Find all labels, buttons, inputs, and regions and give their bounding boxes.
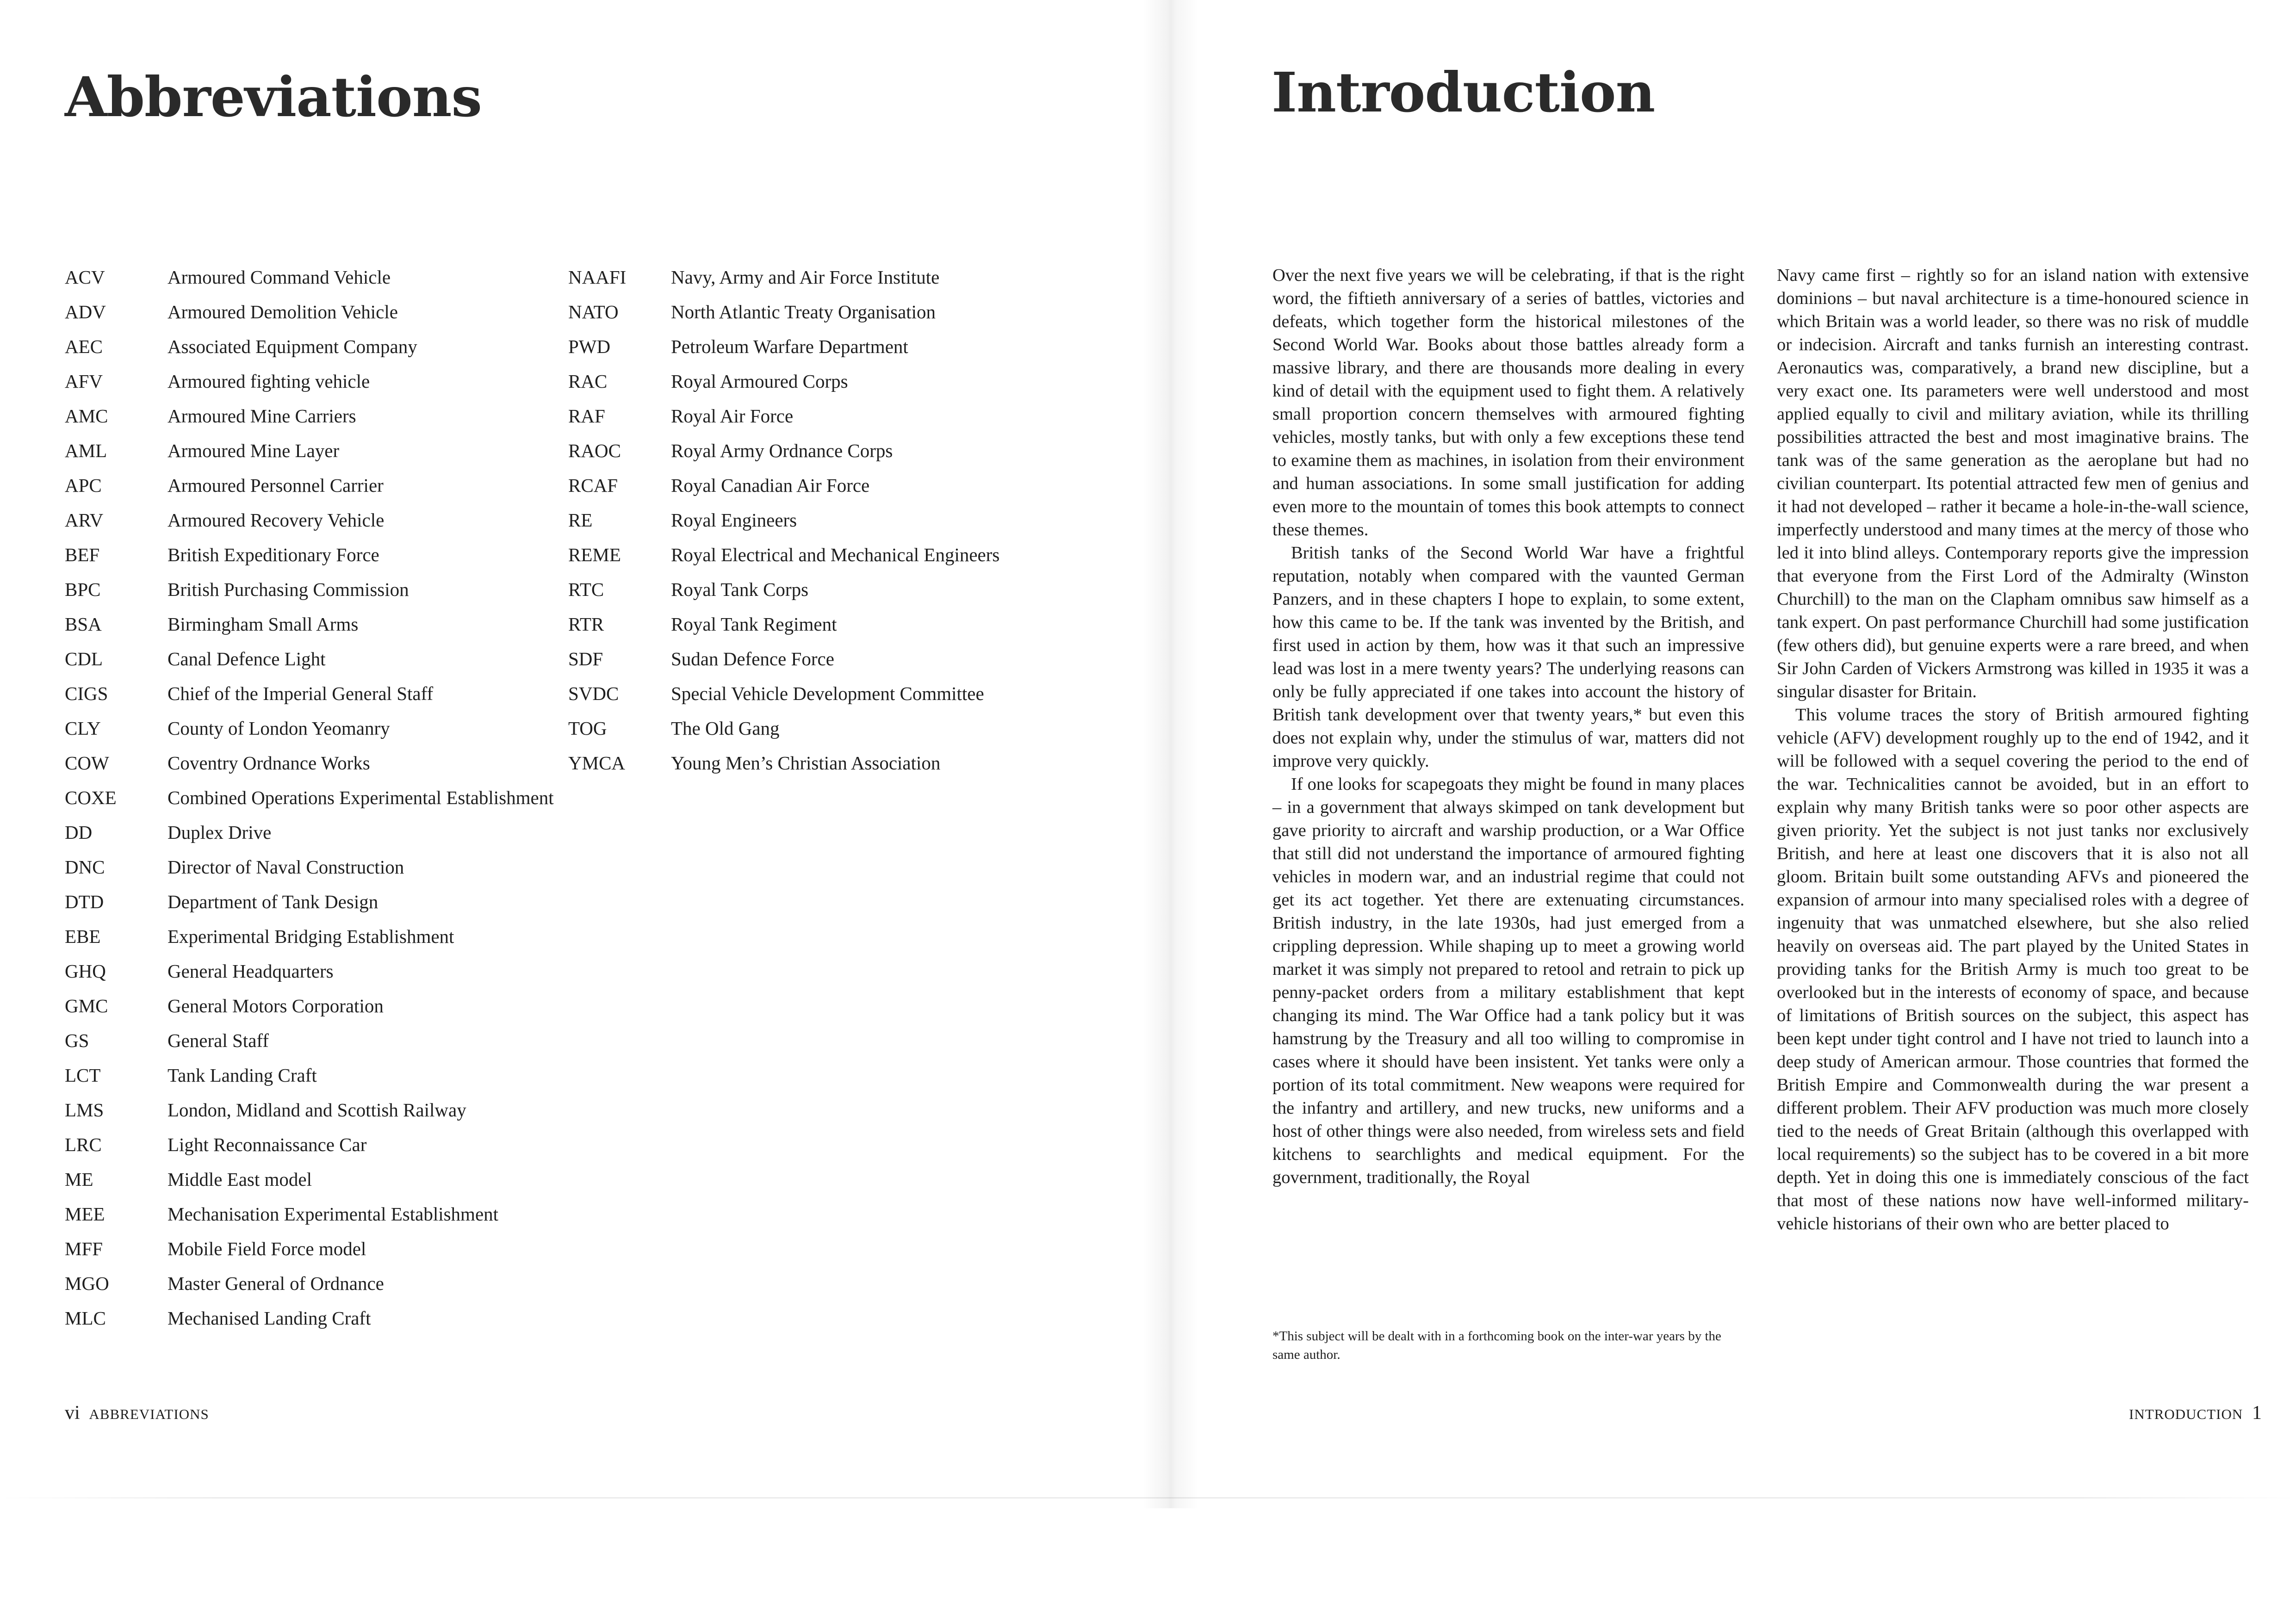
abbreviation-definition: Master General of Ordnance (168, 1273, 384, 1294)
abbreviation-code: COXE (65, 787, 117, 808)
abbreviation-definition: Mobile Field Force model (168, 1238, 366, 1259)
abbreviation-code: CIGS (65, 683, 108, 704)
abbreviation-definition: Royal Armoured Corps (671, 371, 848, 392)
abbreviation-definition: County of London Yeomanry (168, 718, 390, 739)
abbreviation-code: DNC (65, 856, 105, 878)
abbreviation-definition: Canal Defence Light (168, 648, 326, 669)
abbreviation-entry (568, 476, 1100, 496)
abbreviation-code: CLY (65, 718, 101, 739)
abbreviation-code: MEE (65, 1203, 105, 1225)
abbreviation-entry (65, 510, 565, 530)
abbreviation-entry (65, 1204, 565, 1224)
abbreviation-definition: Special Vehicle Development Committee (671, 683, 984, 704)
abbreviation-entry (65, 1065, 565, 1085)
abbreviation-code: COW (65, 752, 109, 774)
abbreviation-definition: London, Midland and Scottish Railway (168, 1099, 466, 1121)
abbreviation-code: ARV (65, 509, 104, 531)
abbreviation-code: PWD (568, 336, 611, 357)
abbreviation-definition: Royal Canadian Air Force (671, 475, 870, 496)
running-head: INTRODUCTION (2129, 1406, 2243, 1422)
abbreviation-definition: Birmingham Small Arms (168, 613, 359, 635)
abbreviation-code: RAC (568, 371, 608, 392)
abbreviation-entry (65, 788, 565, 808)
abbreviation-list-column-1 (65, 267, 565, 1343)
page-number: 1 (2252, 1402, 2262, 1424)
abbreviation-entry (65, 1135, 565, 1155)
abbreviation-entry (65, 476, 565, 496)
abbreviation-entry (65, 927, 565, 947)
page-title-abbreviations: Abbreviations (65, 65, 482, 129)
abbreviation-entry (568, 441, 1100, 461)
abbreviation-entry (65, 580, 565, 600)
abbreviation-code: SVDC (568, 683, 619, 704)
abbreviation-entry (65, 302, 565, 322)
abbreviation-code: AML (65, 440, 107, 461)
abbreviation-code: RAOC (568, 440, 621, 461)
abbreviation-definition: Mechanised Landing Craft (168, 1307, 371, 1329)
abbreviation-entry (568, 302, 1100, 322)
abbreviation-definition: Department of Tank Design (168, 891, 379, 912)
abbreviation-code: BSA (65, 613, 102, 635)
abbreviation-definition: Royal Air Force (671, 405, 794, 427)
abbreviation-code: RTC (568, 579, 604, 600)
abbreviation-code: SDF (568, 648, 603, 669)
abbreviation-entry (65, 372, 565, 391)
abbreviation-code: TOG (568, 718, 607, 739)
abbreviation-entry (65, 545, 565, 565)
intro-paragraph: British tanks of the Second World War have a frightful reputation, notably when compared with the vaunted German Panzers, and in these chapters I hope to explain, to some extent, how this came to be. If the tank was invented by the British, and first used in action by them, how was it that such an impressive lead was lost in a mere twenty years? The underlying reasons can only be fully appreciated if one takes into account the history of British tank development over that twenty years,* but even this does not explain why, under the stimulus of war, matters did not improve very quickly. (1272, 543, 1744, 771)
abbreviation-entry (65, 961, 565, 981)
abbreviation-definition: Armoured Mine Layer (168, 440, 340, 461)
abbreviation-entry (65, 823, 565, 842)
abbreviation-definition: Armoured Mine Carriers (168, 405, 356, 427)
abbreviation-entry (65, 267, 565, 287)
page-number: vi (65, 1402, 80, 1424)
abbreviation-definition: Combined Operations Experimental Establishment (168, 787, 554, 808)
running-head: ABBREVIATIONS (89, 1406, 209, 1422)
abbreviation-definition: Royal Tank Corps (671, 579, 809, 600)
abbreviation-definition: Royal Engineers (671, 509, 797, 531)
abbreviation-entry (568, 614, 1100, 634)
right-page-introduction (1157, 0, 2296, 1623)
abbreviation-entry (568, 719, 1100, 738)
abbreviation-definition: Experimental Bridging Establishment (168, 926, 454, 947)
abbreviation-entry (568, 649, 1100, 669)
page-folio-left (65, 1402, 215, 1424)
abbreviation-code: DTD (65, 891, 104, 912)
abbreviation-definition: Young Men’s Christian Association (671, 752, 941, 774)
abbreviation-entry (65, 857, 565, 877)
intro-text-column-1 (1272, 264, 1744, 1189)
book-gutter (1143, 0, 1198, 1508)
page-title-introduction: Introduction (1272, 60, 1655, 124)
abbreviation-code: ACV (65, 266, 105, 288)
abbreviation-definition: British Purchasing Commission (168, 579, 409, 600)
abbreviation-code: MLC (65, 1307, 106, 1329)
footnote: *This subject will be dealt with in a forthcoming book on the inter-war years by the same author. (1272, 1329, 1721, 1362)
abbreviation-definition: General Motors Corporation (168, 995, 384, 1016)
abbreviation-code: AFV (65, 371, 103, 392)
abbreviation-definition: Mechanisation Experimental Establishment (168, 1203, 499, 1225)
abbreviation-definition: Associated Equipment Company (168, 336, 417, 357)
abbreviation-code: RE (568, 509, 593, 531)
abbreviation-definition: Navy, Army and Air Force Institute (671, 266, 940, 288)
abbreviation-definition: Petroleum Warfare Department (671, 336, 908, 357)
abbreviation-code: REME (568, 544, 621, 565)
abbreviation-definition: Tank Landing Craft (168, 1065, 317, 1086)
intro-text-column-2 (1777, 264, 2249, 1235)
abbreviation-entry (65, 1274, 565, 1294)
abbreviation-entry (65, 441, 565, 461)
abbreviation-definition: Sudan Defence Force (671, 648, 834, 669)
abbreviation-code: BEF (65, 544, 100, 565)
abbreviation-entry (568, 684, 1100, 704)
abbreviation-definition: Chief of the Imperial General Staff (168, 683, 434, 704)
abbreviation-entry (568, 267, 1100, 287)
abbreviation-code: GS (65, 1030, 89, 1051)
abbreviation-list-column-2 (568, 267, 1100, 788)
abbreviation-code: ME (65, 1169, 93, 1190)
abbreviation-code: GHQ (65, 960, 106, 982)
abbreviation-entry (65, 719, 565, 738)
abbreviation-definition: Coventry Ordnance Works (168, 752, 370, 774)
abbreviation-code: NATO (568, 301, 619, 322)
abbreviation-definition: Light Reconnaissance Car (168, 1134, 367, 1155)
abbreviation-entry (65, 1239, 565, 1259)
abbreviation-entry (65, 1170, 565, 1189)
abbreviation-entry (65, 892, 565, 912)
intro-paragraph: Over the next five years we will be celebrating, if that is the right word, the fiftieth anniversary of a series of battles, victories and defeats, which together form the historical milestones of the Second World War. Books about those battles already form a massive library, and there are thousands more dealing in every kind of detail with the equipment used to fight them. A relatively small proportion concern themselves with armoured fighting vehicles, mostly tanks, but with only a few exceptions these tend to examine them as machines, in isolation from their environment and human associations. In some small justification for adding even more to the mountain of tomes this book attempts to connect these themes. (1272, 266, 1744, 539)
abbreviation-code: BPC (65, 579, 101, 600)
abbreviation-definition: British Expeditionary Force (168, 544, 379, 565)
abbreviation-entry (65, 684, 565, 704)
abbreviation-code: LRC (65, 1134, 102, 1155)
abbreviation-entry (568, 406, 1100, 426)
abbreviation-code: LCT (65, 1065, 101, 1086)
abbreviation-code: EBE (65, 926, 101, 947)
abbreviation-code: DD (65, 822, 93, 843)
abbreviation-code: RCAF (568, 475, 618, 496)
abbreviation-definition: North Atlantic Treaty Organisation (671, 301, 936, 322)
abbreviation-code: AMC (65, 405, 108, 427)
abbreviation-code: MGO (65, 1273, 109, 1294)
abbreviation-code: RTR (568, 613, 604, 635)
intro-paragraph: This volume traces the story of British armoured fighting vehicle (AFV) development roughly up to the end of 1942, and it will be followed with a sequel covering the period to the end of the war. Technicalities cannot be avoided, but in an effort to explain why many British tanks were so poor other aspects are given priority. Yet the subject is not just tanks nor exclusively British, and here at least one discovers that it is also not all gloom. Britain built some outstanding AFVs and pioneered the expansion of armour into many specialised roles with a degree of ingenuity that was unmatched elsewhere, but she also relied heavily on overseas aid. The part played by the United States in providing tanks for the British Army is much too great to be overlooked but in the interests of economy of space, and because of limitations of British sources on the subject, this aspect has been kept under tight control and I have not tried to launch into a deep study of American armour. Those countries that formed the British Empire and Commonwealth during the war present a different problem. Their AFV production was much more closely tied to the needs of Great Britain (although this overlapped with local requirements) so the subject has to be covered in a bit more depth. Yet in doing this one is immediately conscious of the fact that most of these nations now have well-informed military-vehicle historians of their own who are better placed to (1777, 705, 2249, 1233)
abbreviation-code: CDL (65, 648, 103, 669)
abbreviation-entry (568, 372, 1100, 391)
abbreviation-definition: Armoured Command Vehicle (168, 266, 391, 288)
abbreviation-definition: The Old Gang (671, 718, 780, 739)
page-bottom-edge (0, 1497, 2296, 1499)
abbreviation-entry (65, 1031, 565, 1051)
abbreviation-definition: Armoured Demolition Vehicle (168, 301, 398, 322)
abbreviation-definition: General Staff (168, 1030, 269, 1051)
abbreviation-definition: Middle East model (168, 1169, 312, 1190)
abbreviation-definition: Royal Tank Regiment (671, 613, 837, 635)
abbreviation-definition: Director of Naval Construction (168, 856, 404, 878)
abbreviation-entry (65, 337, 565, 357)
page-folio-right (2123, 1402, 2262, 1424)
abbreviation-entry (568, 510, 1100, 530)
abbreviation-entry (65, 1100, 565, 1120)
abbreviation-entry (568, 753, 1100, 773)
abbreviation-code: MFF (65, 1238, 103, 1259)
intro-paragraph: Navy came first – rightly so for an island nation with extensive dominions – but naval architecture is a time-honoured science in which Britain was a world leader, so there was no risk of muddle or indecision. Aircraft and tanks furnish an interesting contrast. Aeronautics was, comparatively, a brand new discipline, but a very exact one. Its parameters were well understood and most applied equally to civil and military aviation, while its thrilling possibilities attracted the best and most imaginative brains. The tank was of the same generation as the aeroplane but had no civilian counterpart. Its potential attracted few men of genius and it had not developed – rather it became a hole-in-the-wall science, imperfectly understood and many times at the mercy of those who led it into blind alleys. Contemporary reports give the impression that everyone from the First Lord of the Admiralty (Winston Churchill) to the man on the Clapham omnibus saw himself as a tank expert. On past performance Churchill had some justification (few others did), but genuine experts were a rare breed, and when Sir John Carden of Vickers Armstrong was killed in 1935 it was a singular disaster for Britain. (1777, 266, 2249, 701)
abbreviation-entry (65, 614, 565, 634)
abbreviation-entry (65, 1308, 565, 1328)
abbreviation-code: AEC (65, 336, 103, 357)
abbreviation-definition: Armoured Recovery Vehicle (168, 509, 385, 531)
abbreviation-code: RAF (568, 405, 605, 427)
abbreviation-code: YMCA (568, 752, 626, 774)
abbreviation-definition: Armoured fighting vehicle (168, 371, 370, 392)
abbreviation-entry (568, 337, 1100, 357)
abbreviation-definition: Royal Army Ordnance Corps (671, 440, 893, 461)
abbreviation-entry (568, 580, 1100, 600)
abbreviation-code: NAAFI (568, 266, 627, 288)
abbreviation-definition: Royal Electrical and Mechanical Engineers (671, 544, 1000, 565)
abbreviation-entry (65, 753, 565, 773)
abbreviation-code: GMC (65, 995, 108, 1016)
abbreviation-code: APC (65, 475, 102, 496)
abbreviation-entry (65, 406, 565, 426)
abbreviation-definition: Armoured Personnel Carrier (168, 475, 384, 496)
abbreviation-entry (65, 649, 565, 669)
intro-paragraph: If one looks for scapegoats they might be found in many places – in a government that always skimped on tank development but gave priority to aircraft and warship production, or a War Office that still did not understand the importance of armoured fighting vehicles in modern war, and an industrial regime that could not get its act together. Yet there are extenuating circumstances. British industry, in the late 1930s, had just emerged from a crippling depression. While shaping up to meet a growing world market it was simply not prepared to retool and retrain to pick up penny-packet orders from a military establishment that kept changing its mind. The War Office had a tank policy but it was hamstrung by the Treasury and all too willing to compromise in cases where it should have been insistent. Yet tanks were only a portion of its total commitment. New weapons were required for the infantry and artillery, and new trucks, new uniforms and a host of other things were also needed, from wireless sets and field kitchens to searchlights and medical equipment. For the government, traditionally, the Royal (1272, 774, 1744, 1187)
abbreviation-entry (568, 545, 1100, 565)
abbreviation-code: ADV (65, 301, 106, 322)
abbreviation-definition: General Headquarters (168, 960, 334, 982)
abbreviation-code: LMS (65, 1099, 104, 1121)
abbreviation-entry (65, 996, 565, 1016)
abbreviation-definition: Duplex Drive (168, 822, 272, 843)
